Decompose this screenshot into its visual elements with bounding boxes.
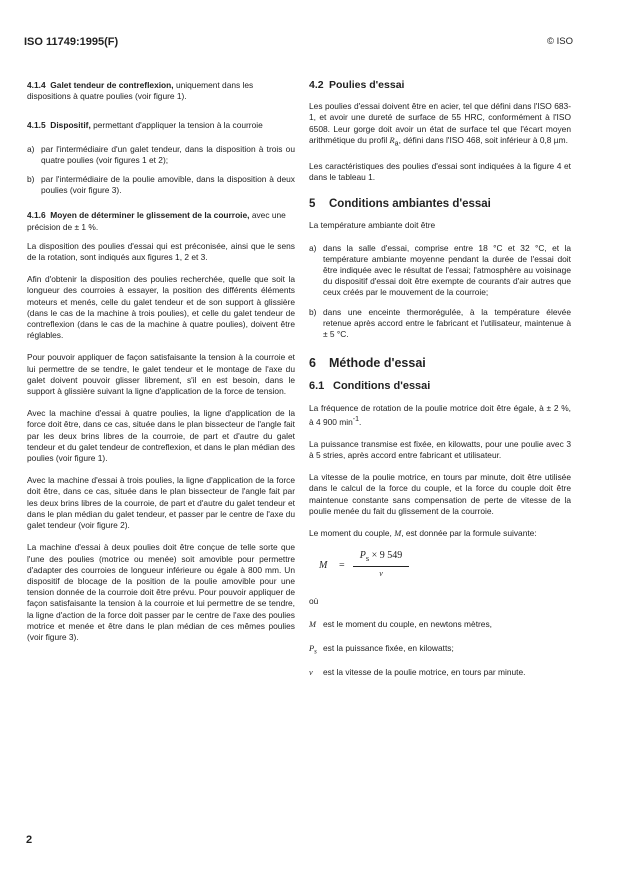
numerator-text: × 9 549 xyxy=(369,550,403,562)
symbol: R xyxy=(389,135,395,145)
section-number: 4.1.6 xyxy=(27,210,46,221)
section-6-heading xyxy=(309,358,571,369)
definition-text: est la puissance fixée, en kilowatts; xyxy=(323,643,454,654)
section-text: uniquement dans les dispositions à quatre poulies (voir figure 1). xyxy=(27,80,254,102)
paragraph xyxy=(309,403,571,428)
list-item xyxy=(309,243,571,299)
left-column xyxy=(27,80,295,654)
list-text: par l'intermédiaire de la poulie amovible, dans la disposition à deux poulies (voir figure 3). xyxy=(41,174,295,196)
list-item xyxy=(27,174,295,196)
paragraph: La vitesse de la poulie motrice, en tours par minute, doit être utilisée dans le calcul de la force du couple, et la force du couple doit être maintenue constante sans compensation de perte de vitesse de la poulie menée du fait du glissement de la courroie. xyxy=(309,472,571,516)
text-run: Les poulies d'essai doivent être en acier, tel que défini dans l'ISO 683-1, et avoir une dureté de surface de 55 HRC, conformément à l'ISO 6508. Leur gorge doit avoir un état de surface tel que l'écart moyen arithmétique du profil xyxy=(309,101,571,145)
symbol: M xyxy=(394,528,402,538)
symbol: P xyxy=(309,644,315,654)
list-text: par l'intermédiaire d'un galet tendeur, dans la disposition à trois ou quatre poulies (voir figures 1 et 2); xyxy=(41,143,295,165)
section-number: 4.1.5 xyxy=(27,120,46,131)
section-6-1-heading xyxy=(309,381,571,392)
section-4-2-heading xyxy=(309,80,571,91)
paragraph xyxy=(309,528,571,539)
section-number: 4.2 xyxy=(309,79,324,91)
section-text: avec une précision de ± 1 %. xyxy=(27,210,286,232)
section-4-1-6 xyxy=(27,210,295,232)
torque-formula xyxy=(309,550,571,584)
formula-denominator: v xyxy=(379,569,383,579)
definition-text: est le moment du couple, en newtons mètres, xyxy=(323,619,492,630)
section-title: Conditions d'essai xyxy=(333,380,431,393)
list-item xyxy=(27,144,295,166)
paragraph: La disposition des poulies d'essai qui est préconisée, ainsi que le sens de la rotation, sont indiqués aux figures 1, 2 et 3. xyxy=(27,240,295,263)
symbol: M xyxy=(309,620,316,630)
list-marker: b) xyxy=(27,174,35,185)
page-number: 2 xyxy=(26,834,33,846)
text-run: . xyxy=(358,416,362,427)
symbol: v xyxy=(309,668,313,678)
section-title: Galet tendeur de contreflexion, xyxy=(50,80,174,90)
section-number: 6 xyxy=(309,356,316,371)
list-marker: b) xyxy=(309,306,317,317)
paragraph: La température ambiante doit être xyxy=(309,220,436,231)
paragraph: La machine d'essai à deux poulies doit être conçue de telle sorte que l'une des poulies (motrice ou menée) soit amovible pour permettre d'adapter des courroies de longueur inférieure ou égale à 800 mm. Un dispositif de blocage de la position de la poulie amovible pour une tension donnée de la courroie doit être prévu. Pour pouvoir appliquer de façon satisfaisante la tension à la courroie et lui permettre de se tendre, la ligne d'action de la force doit passer par le centre de l'axe des poulies motrice et menée et être dans le plan médian de ces mêmes poulies (voir figure 3). xyxy=(27,542,295,642)
section-4-1-4 xyxy=(27,80,295,102)
list-5 xyxy=(309,243,571,341)
definition-text: est la vitesse de la poulie motrice, en tours par minute. xyxy=(323,667,526,678)
section-4-1-5 xyxy=(27,120,295,131)
section-number: 6.1 xyxy=(309,380,325,393)
definition-item xyxy=(309,619,571,634)
right-column xyxy=(309,80,571,691)
paragraph: Les caractéristiques des poulies d'essai sont indiquées à la figure 4 et dans le tableau 1. xyxy=(309,160,571,182)
list-4-1-5 xyxy=(27,144,295,197)
list-item xyxy=(309,307,571,341)
formula-lhs: M xyxy=(319,560,328,572)
superscript: -1 xyxy=(352,415,359,423)
formula-numerator xyxy=(353,550,409,567)
section-number: 4.1.4 xyxy=(27,80,46,90)
text-run: , défini dans l'ISO 468, soit inférieur à 0,8 µm. xyxy=(398,134,568,145)
section-title: Moyen de déterminer le glissement de la courroie, xyxy=(50,210,250,221)
formula-fraction xyxy=(353,550,409,579)
symbol: P xyxy=(359,550,366,562)
standard-number: ISO 11749:1995(F) xyxy=(24,36,119,48)
paragraph: Pour pouvoir appliquer de façon satisfaisante la tension à la courroie et lui permettre de se tendre, le galet tendeur et le montage de l'axe du galet doivent pouvoir glisser librement, s'il en est besoin, dans le support à glissière suivant la ligne d'application de la force de tension. xyxy=(27,352,295,397)
section-5-heading xyxy=(309,199,571,210)
paragraph: Avec la machine d'essai à quatre poulies, la ligne d'application de la force doit être, dans ce cas, située dans le plan bissecteur de l'angle fait par les deux brins libres de la courroie, de part et d'autre du galet tendeur et du galet tendeur de contreflexion, et dans le plan médian des poulies (voir figure 1). xyxy=(27,408,295,464)
paragraph xyxy=(309,101,571,149)
text-run: La fréquence de rotation de la poulie motrice doit être égale, à ± 2 %, à 4 900 min xyxy=(309,402,571,427)
list-marker: a) xyxy=(309,242,317,253)
paragraph: La puissance transmise est fixée, en kilowatts, pour une poulie avec 3 à 5 stries, après accord entre fabricant et utilisateur. xyxy=(309,438,571,460)
symbol-definitions xyxy=(309,619,571,682)
list-text: dans une enceinte thermorégulée, à la température élevée retenue après accord entre le fabricant et l'utilisateur, maintenue à ± 5 °C. xyxy=(323,306,571,339)
section-title: Dispositif, xyxy=(50,120,91,131)
paragraph: Afin d'obtenir la disposition des poulies recherchée, quelle que soit la longueur des courroies à essayer, la position des différents éléments moteurs et menés, celle du galet tendeur et de son support à glissière (dans le cas de la machine à trois poulies), et celle du galet tendeur de contreflexion (dans le cas de la machine à quatre poulies), doivent être réglables. xyxy=(27,274,295,341)
where-label: où xyxy=(309,596,319,607)
section-title: Méthode d'essai xyxy=(329,356,426,371)
list-text: dans la salle d'essai, comprise entre 18 °C et 32 °C, et la température ambiante moyenne pendant la durée de l'essai doit être indiquée avec le résultat de l'essai; l'atmosphère au voisinage du dispositif d'essai doit être exempte de courants d'air autres que ceux créés par le mouvement de la courroie; xyxy=(323,242,571,298)
section-title: Conditions ambiantes d'essai xyxy=(329,198,491,211)
paragraph: Avec la machine d'essai à trois poulies, la ligne d'application de la force doit être, dans ce cas, située dans le plan bissecteur de l'angle fait par les deux brins libres de la courroie, de part et d'autre du galet tendeur et dans le plan médian du galet tendeur, et passer par le centre de l'axe du galet tendeur (voir figure 2). xyxy=(27,475,295,531)
subscript: s xyxy=(314,647,317,656)
definition-item xyxy=(309,667,571,682)
copyright-mark: © ISO xyxy=(546,36,573,47)
section-number: 5 xyxy=(309,198,316,211)
definition-item xyxy=(309,643,571,658)
section-title: Poulies d'essai xyxy=(329,79,405,91)
subscript: a xyxy=(394,140,399,148)
formula-equals: = xyxy=(339,560,345,572)
text-run: , est donnée par la formule suivante: xyxy=(401,527,537,538)
text-run: Le moment du couple, xyxy=(309,527,395,538)
section-text: permettant d'appliquer la tension à la courroie xyxy=(90,120,263,131)
subscript: s xyxy=(365,554,370,564)
list-marker: a) xyxy=(27,143,35,154)
